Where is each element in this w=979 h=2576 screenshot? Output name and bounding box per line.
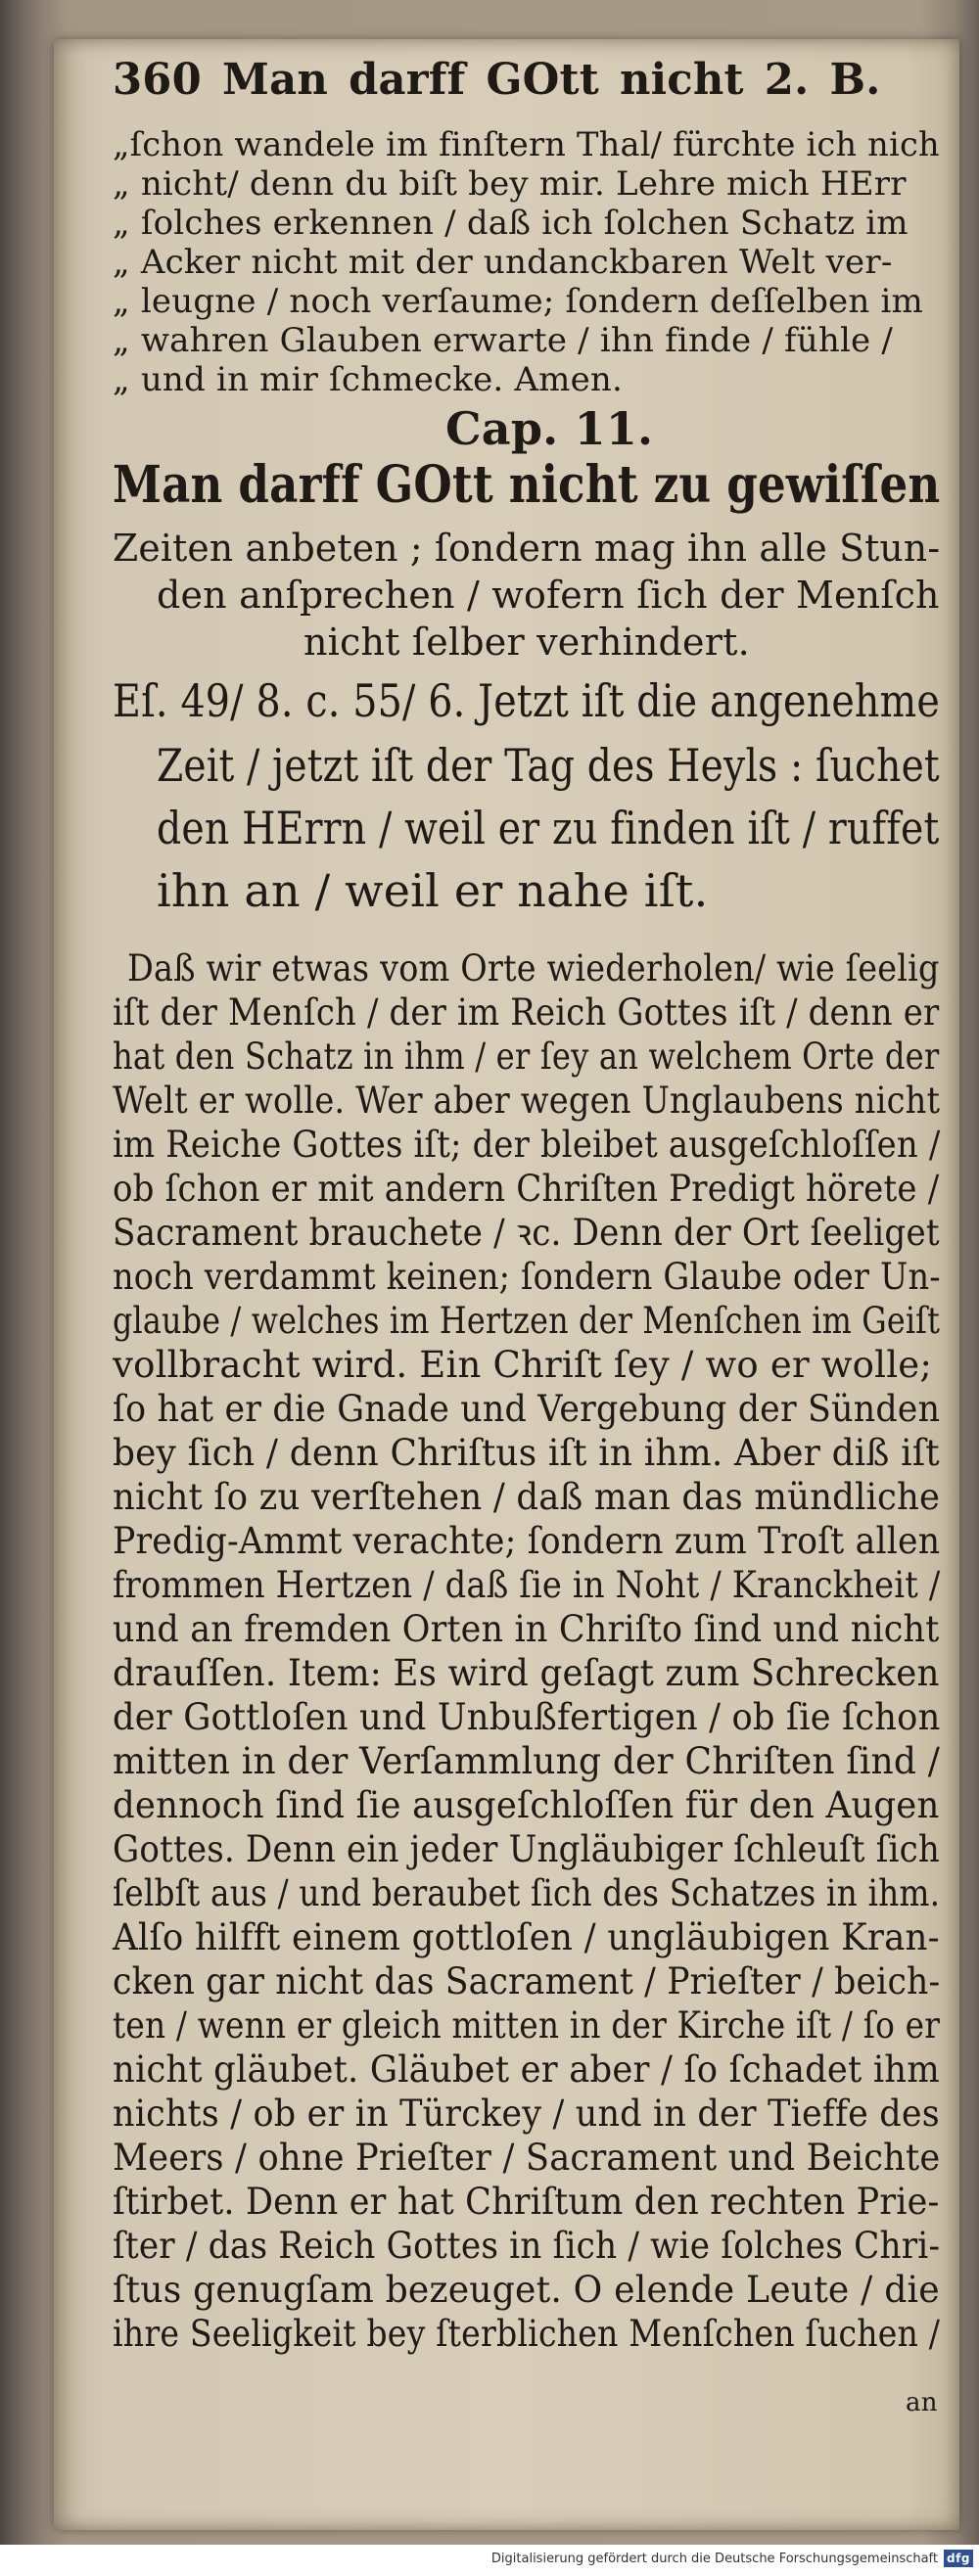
body-line: bey ſich / denn Chriſtus iſt in ihm. Aber diß iſt	[113, 1432, 940, 1474]
body-line: der Gottloſen und Unbußfertigen / ob ſie ſchon	[113, 1696, 941, 1738]
body-line: ſtirbet. Denn er hat Chriſtum den rechten Prie-	[113, 2181, 940, 2223]
body-line: ſtus genugſam bezeuget. O elende Leute / die	[113, 2269, 940, 2311]
dfg-logo: dfg	[944, 2550, 973, 2567]
body-line: im Reiche Gottes iſt; der bleibet ausgeſchloſſen /	[113, 1124, 941, 1166]
verse-line: Zeit / jetzt iſt der Tag des Heyls : ſuchet	[157, 739, 940, 792]
verse-line: ihn an / weil er nahe iſt.	[157, 864, 709, 917]
body-line: ihre Seeligkeit bey ſterblichen Menſchen ſuchen /	[113, 2313, 941, 2355]
body-line: mitten in der Verſammlung der Chriſten ſind /	[113, 1740, 941, 1782]
chapter-heading: Cap. 11.	[445, 402, 654, 455]
book-page	[54, 39, 959, 2530]
catchword: an	[906, 2388, 938, 2417]
prayer-line: „ leugne / noch verſaume; ſondern deſſelben im	[113, 282, 923, 321]
body-line: Sacrament brauchete / ꝛc. Denn der Ort ſeeliget	[113, 1212, 940, 1254]
body-line: Predig-Ammt verachte; ſondern zum Troſt allen	[113, 1520, 941, 1562]
prayer-line: „ und in mir ſchmecke. Amen.	[113, 360, 624, 399]
body-line: und an fremden Orten in Chriſto ſind und nicht	[113, 1608, 940, 1650]
body-line: Alſo hilfft einem gottloſen / ungläubigen Kran-	[113, 1916, 940, 1958]
body-line: ſelbſt aus / und beraubet ſich des Schatzes in ihm.	[113, 1872, 941, 1914]
body-line: vollbracht wird. Ein Chriſt ſey / wo er wolle;	[113, 1344, 932, 1386]
prayer-line: „ Acker nicht mit der undanckbaren Welt ver-	[113, 243, 893, 282]
body-line: Meers / ohne Prieſter / Sacrament und Beichte	[113, 2137, 941, 2179]
prayer-line: „ nicht/ denn du biſt bey mir. Lehre mich HErr	[113, 164, 907, 204]
body-line: ten / wenn er gleich mitten in der Kirche iſt / ſo er	[113, 2004, 941, 2047]
body-line: noch verdammt keinen; ſondern Glaube oder Un-	[113, 1256, 941, 1298]
chapter-title-line: Man darff GOtt nicht zu gewiſſen	[113, 455, 941, 515]
verse-line: den HErrn / weil er zu finden iſt / ruffet	[157, 802, 940, 854]
body-line: Daß wir etwas vom Orte wiederholen/ wie ſeelig	[127, 947, 940, 989]
body-line: frommen Hertzen / daß ſie in Noht / Kranckheit /	[113, 1564, 941, 1606]
body-line: drauſſen. Item: Es wird geſagt zum Schrecken	[113, 1652, 940, 1694]
digitization-credit: Digitalisierung gefördert durch die Deutsche Forschungsgemeinschaft	[490, 2552, 938, 2566]
prayer-line: „ſchon wandele im finſtern Thal/ fürchte ich nich	[113, 125, 940, 164]
body-line: dennoch ſind ſie ausgeſchloſſen für den Augen	[113, 1784, 940, 1826]
body-line: ob ſchon er mit andern Chriſten Predigt hörete /	[113, 1168, 940, 1210]
body-line: ſo hat er die Gnade und Vergebung der Sünden	[113, 1388, 941, 1430]
body-line: nicht gläubet. Gläubet er aber / ſo ſchadet ihm	[113, 2048, 940, 2091]
prayer-line: „ ſolches erkennen / daß ich ſolchen Schatz im	[113, 204, 909, 243]
chapter-title-line: Zeiten anbeten ; ſondern mag ihn alle Stun-	[113, 527, 941, 570]
body-line: iſt der Menſch / der im Reich Gottes iſt / denn er	[113, 991, 940, 1034]
verse-line: Eſ. 49/ 8. c. 55/ 6. Jetzt iſt die angenehme	[113, 674, 940, 727]
running-header: 360 Man darff GOtt nicht 2. B.	[113, 55, 881, 105]
body-line: cken gar nicht das Sacrament / Prieſter / beich-	[113, 1960, 941, 2002]
prayer-line: „ wahren Glauben erwarte / ihn finde / fühle /	[113, 321, 894, 360]
body-line: Welt er wolle. Wer aber wegen Unglaubens nicht	[113, 1080, 941, 1122]
body-line: hat den Schatz in ihm / er ſey an welchem Orte der	[113, 1035, 940, 1078]
body-line: ſter / das Reich Gottes in ſich / wie ſolches Chri-	[113, 2225, 941, 2267]
body-line: glaube / welches im Hertzen der Menſchen im Geiſt	[113, 1300, 941, 1342]
chapter-title-line: den anſprechen / wofern ſich der Menſch	[157, 574, 940, 617]
chapter-title-line: nicht ſelber verhindert.	[303, 621, 750, 664]
body-line: nicht ſo zu verſtehen / daß man das mündliche	[113, 1476, 941, 1518]
body-line: Gottes. Denn ein jeder Ungläubiger ſchleuſt ſich	[113, 1828, 940, 1870]
body-line: nichts / ob er in Türckey / und in der Tieffe des	[113, 2093, 940, 2135]
